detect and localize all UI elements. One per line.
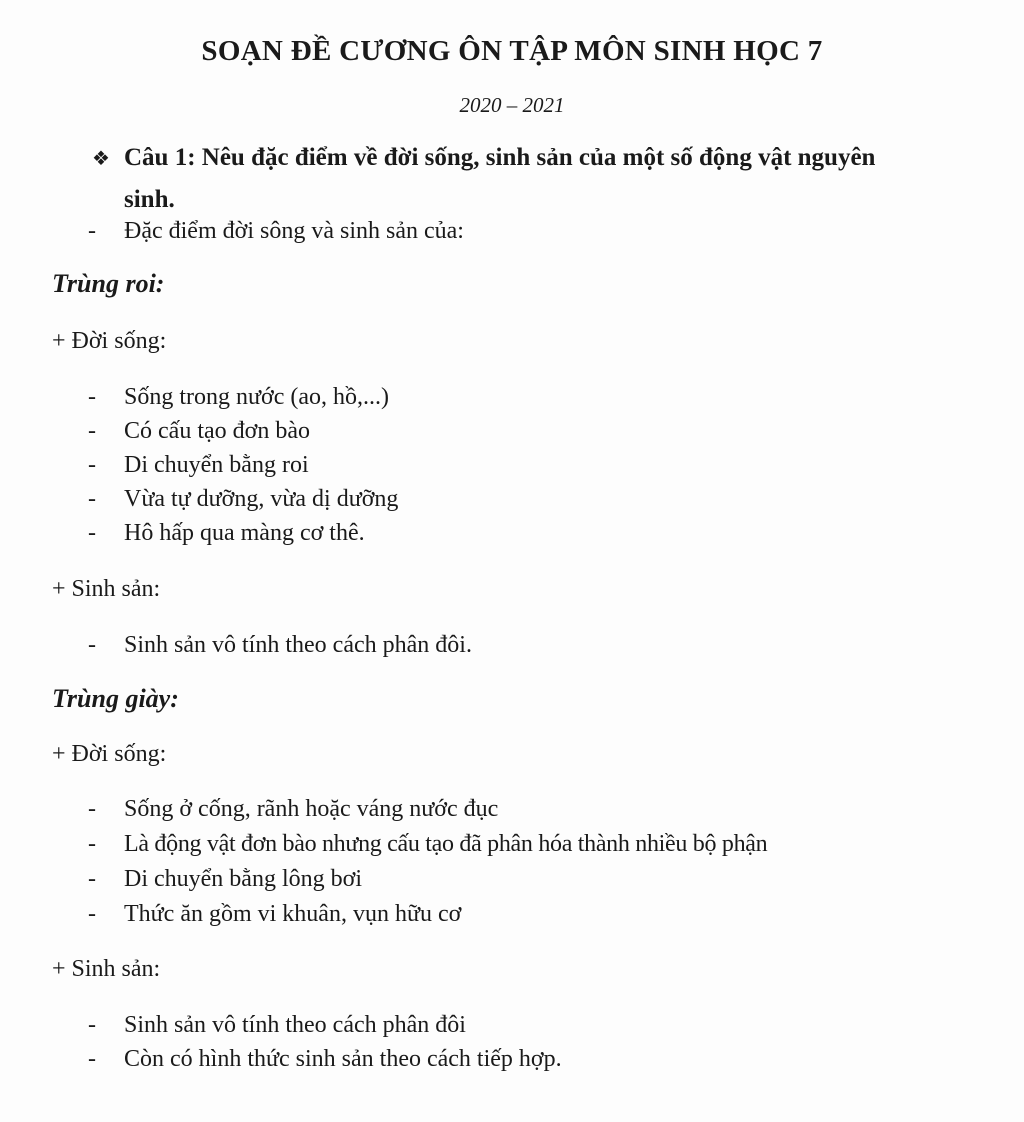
question-heading: [92, 143, 875, 173]
document-title: SOẠN ĐỀ CƯƠNG ÔN TẬP MÔN SINH HỌC 7: [201, 35, 823, 67]
list-item: - Sinh sản vô tính theo cách phân đôi.: [88, 632, 472, 658]
life-label: + Đời sống:: [52, 741, 167, 767]
list-item: - Có cấu tạo đơn bào: [88, 418, 310, 444]
list-item: - Vừa tự dưỡng, vừa dị dưỡng: [88, 486, 399, 512]
species-name: Trùng roi:: [52, 269, 165, 298]
question-text-continued: sinh.: [124, 186, 175, 213]
question-text: Câu 1: Nêu đặc điểm về đời sống, sinh sản của một số động vật nguyên: [124, 144, 876, 171]
list-item: - Sống trong nước (ao, hồ,...): [88, 384, 389, 410]
list-item: - Là động vật đơn bào nhưng cấu tạo đã phân hóa thành nhiều bộ phận: [88, 831, 768, 857]
list-item: - Thức ăn gồm vi khuân, vụn hữu cơ: [88, 901, 462, 927]
reproduction-label: + Sinh sản:: [52, 576, 161, 602]
list-item: - Hô hấp qua màng cơ thê.: [88, 520, 365, 546]
intro-text: Đặc điểm đời sông và sinh sản của:: [124, 218, 464, 244]
dash-marker: -: [88, 218, 96, 244]
life-label: + Đời sống:: [52, 328, 167, 354]
reproduction-label: + Sinh sản:: [52, 956, 161, 982]
list-item: - Sống ở cống, rãnh hoặc váng nước đục: [88, 796, 499, 822]
school-year: 2020 – 2021: [459, 93, 565, 117]
list-item: - Di chuyển bằng roi: [88, 452, 309, 478]
list-item: - Di chuyển bằng lông bơi: [88, 866, 362, 892]
species-name: Trùng giày:: [52, 684, 179, 713]
diamond-bullet-icon: ❖: [92, 148, 110, 170]
intro-line: [88, 217, 688, 247]
list-item: - Còn có hình thức sinh sản theo cách tiếp hợp.: [88, 1046, 562, 1072]
list-item: - Sinh sản vô tính theo cách phân đôi: [88, 1012, 466, 1038]
